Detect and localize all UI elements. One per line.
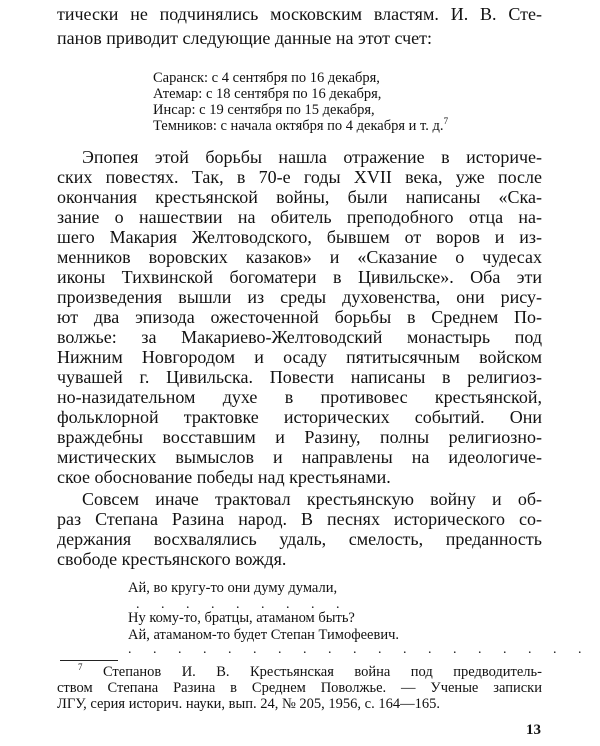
text-line: ское обоснование победы над крестьянами. xyxy=(57,467,391,487)
text-line: чувашей г. Цивильска. Повести написаны в религиоз- xyxy=(57,367,542,387)
text-line: произведения вышли из среды духовенства, они рису- xyxy=(57,287,542,307)
poem-line: Ай, атаманом-то будет Степан Тимофеевич. xyxy=(128,627,400,643)
page-number: 13 xyxy=(526,722,541,738)
text-line: ют два эпизода ожесточенной борьбы в Среднем По- xyxy=(57,307,542,327)
text-line: Нижним Новгородом и осаду пятитысячным войском xyxy=(57,347,542,367)
text-line: мистических вымыслов и направлены на идеологиче- xyxy=(57,447,542,467)
footnote-line: ством Степана Разина в Среднем Поволжье. — Ученые записки xyxy=(57,680,542,696)
footnote-line: ЛГУ, серия историч. науки, вып. 24, № 205, 1956, с. 164—165. xyxy=(57,696,440,712)
text-line: держания восхвалялись удаль, смелость, преданность xyxy=(57,529,542,549)
text-line: но-назидательном духе в противовес крестьянской, xyxy=(57,387,542,407)
footnote-line xyxy=(78,664,542,680)
ellipsis-dots: . . . . . . . . . xyxy=(136,597,349,612)
text-line: волжье: за Макариево-Желтоводский монастырь под xyxy=(57,327,542,347)
text-line: шего Макария Желтоводского, бывшем от воров и из- xyxy=(57,227,542,247)
list-item xyxy=(153,118,448,134)
list-item: Инсар: с 19 сентября по 15 декабря, xyxy=(153,102,375,118)
footnote-text: Степанов И. В. Крестьянская война под предводитель- xyxy=(102,664,542,680)
list-item: Саранск: с 4 сентября по 16 декабря, xyxy=(153,70,380,86)
text-line: свободе крестьянского вождя. xyxy=(57,549,287,569)
list-item-text: Темников: с начала октября по 4 декабря и т. д. xyxy=(153,118,444,134)
poem-line: Ай, во кругу-то они думу думали, xyxy=(128,580,338,596)
footnote-marker: 7 xyxy=(78,662,83,672)
text-line: Эпопея этой борьбы нашла отражение в историче- xyxy=(82,147,542,167)
text-line: раз Степана Разина народ. В песнях исторического со- xyxy=(57,509,542,529)
text-line: враждебны восставшим и Разину, полны религиозно- xyxy=(57,427,542,447)
text-line: тически не подчинялись московским властям. И. В. Сте- xyxy=(57,4,542,24)
text-line: иконы Тихвинской богоматери в Цивильске». Оба эти xyxy=(57,267,542,287)
text-line: панов приводит следующие данные на этот счет: xyxy=(57,28,432,48)
text-line: ских повестях. Так, в 70-е годы XVII века, уже после xyxy=(57,167,542,187)
text-line: зание о нашествии на обитель преподобного отца на- xyxy=(57,207,542,227)
list-item: Атемар: с 18 сентября по 16 декабря, xyxy=(153,86,382,102)
ellipsis-dots: . . . . . . . . . . . . . . . . . . . xyxy=(128,642,591,657)
footnote-reference: 7 xyxy=(443,116,449,126)
text-line: фольклорной трактовке исторических событий. Они xyxy=(57,407,542,427)
text-line: Совсем иначе трактовал крестьянскую войну и об- xyxy=(82,489,542,509)
footnote-divider xyxy=(60,660,118,661)
poem-line: Ну кому-то, братцы, атаманом быть? xyxy=(128,610,355,626)
text-line: менников воровских казаков» и «Сказание о чудесах xyxy=(57,247,542,267)
text-line: окончания крестьянской войны, были написаны «Ска- xyxy=(57,187,542,207)
